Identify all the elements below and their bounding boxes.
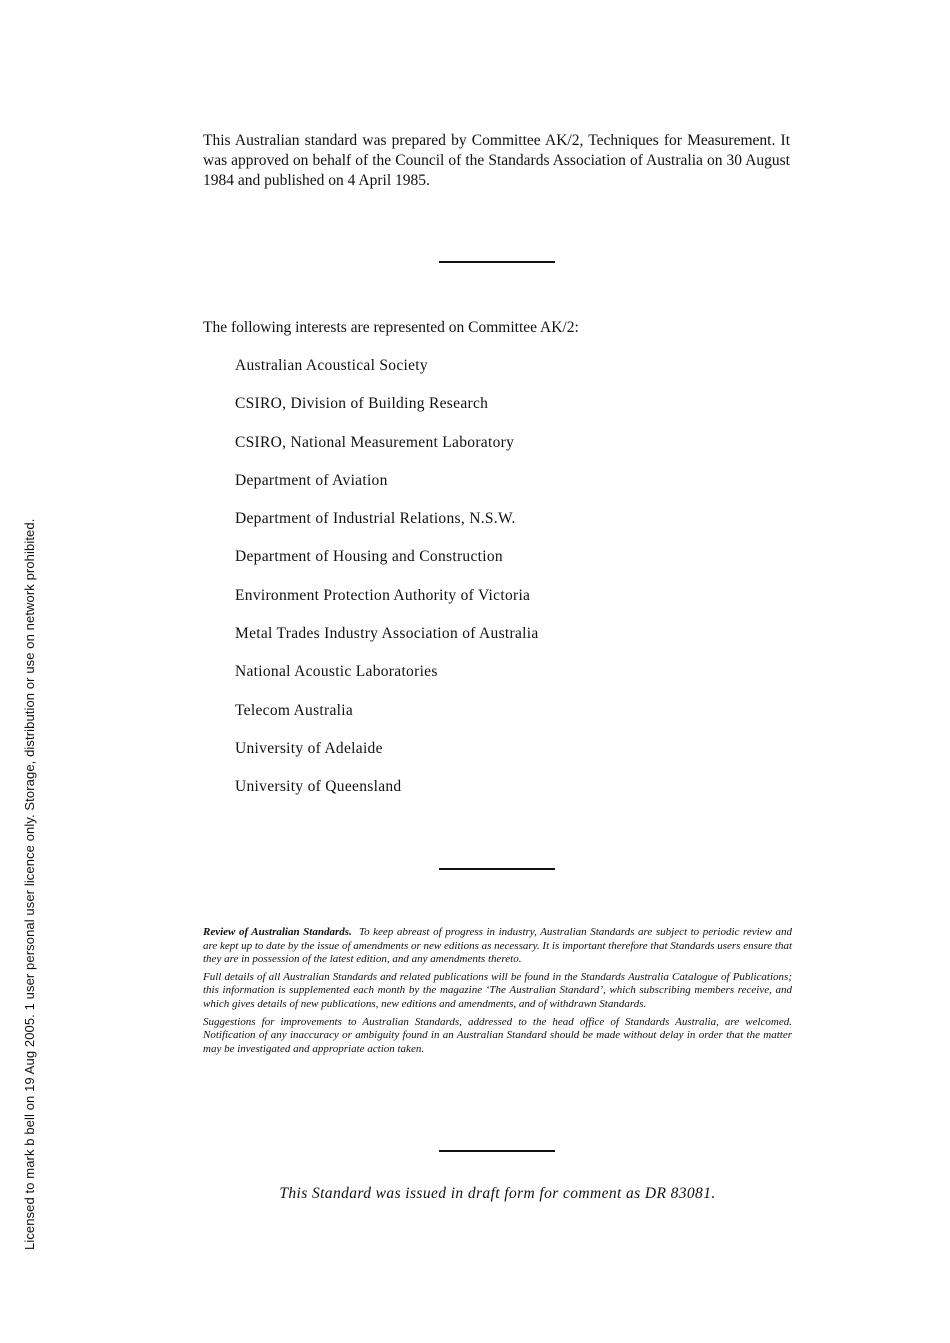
review-text: To keep abreast of progress in industry, Australian Standards are subject to periodic review and are kept up to date by the issue of amendments or new editions as necessary. It is important therefore that Standards users ensure that they are in possession of the latest edition, and any amendments thereto. — [203, 926, 792, 966]
list-item: CSIRO, National Measurement Laboratory — [235, 433, 515, 451]
list-item: Department of Industrial Relations, N.S.W. — [235, 510, 516, 528]
list-item: Department of Aviation — [235, 471, 388, 489]
suggestions-paragraph: Suggestions for improvements to Australian Standards, addressed to the head office of Standards Australia, are welcomed. Notification of any inaccuracy or ambiguity found in an Australian Standard should be made without delay in order that the matter may be investigated and appropriate action taken. — [203, 1015, 792, 1055]
draft-note: This Standard was issued in draft form for comment as DR 83081. — [279, 1185, 716, 1202]
list-item: University of Adelaide — [235, 739, 383, 757]
licence-notice: Licensed to mark b bell on 19 Aug 2005. 1 user personal user licence only. Storage, distribution or use on network prohibited. — [22, 518, 37, 1250]
list-item: University of Queensland — [235, 778, 402, 796]
list-item: Telecom Australia — [235, 701, 354, 719]
list-item: Metal Trades Industry Association of Australia — [235, 625, 539, 643]
review-notice — [203, 926, 792, 1060]
list-item: CSIRO, Division of Building Research — [235, 395, 489, 413]
list-item: National Acoustic Laboratories — [235, 663, 438, 681]
section-divider — [439, 868, 555, 870]
review-paragraph — [203, 926, 792, 967]
list-item: Department of Housing and Construction — [235, 548, 503, 566]
interests-heading: The following interests are represented on Committee AK/2: — [203, 319, 579, 336]
catalogue-paragraph: Full details of all Australian Standards and related publications will be found in the Standards Australia Catalogue of Publications; this information is supplemented each month by the magazine ‘The Australian Standard’, which subscribing members receive, and which gives details of new publications, new editions and amendments, and of withdrawn Standards. — [203, 970, 792, 1010]
section-divider — [439, 1150, 555, 1152]
review-heading: Review of Australian Standards. — [203, 926, 352, 938]
section-divider — [439, 261, 555, 263]
list-item: Environment Protection Authority of Victoria — [235, 586, 531, 604]
list-item: Australian Acoustical Society — [235, 357, 428, 374]
interests-list — [235, 356, 539, 816]
preparation-statement: This Australian standard was prepared by Committee AK/2, Techniques for Measurement. It was approved on behalf of the Council of the Standards Association of Australia on 30 August 1984 and published on 4 April 1985. — [203, 132, 790, 189]
